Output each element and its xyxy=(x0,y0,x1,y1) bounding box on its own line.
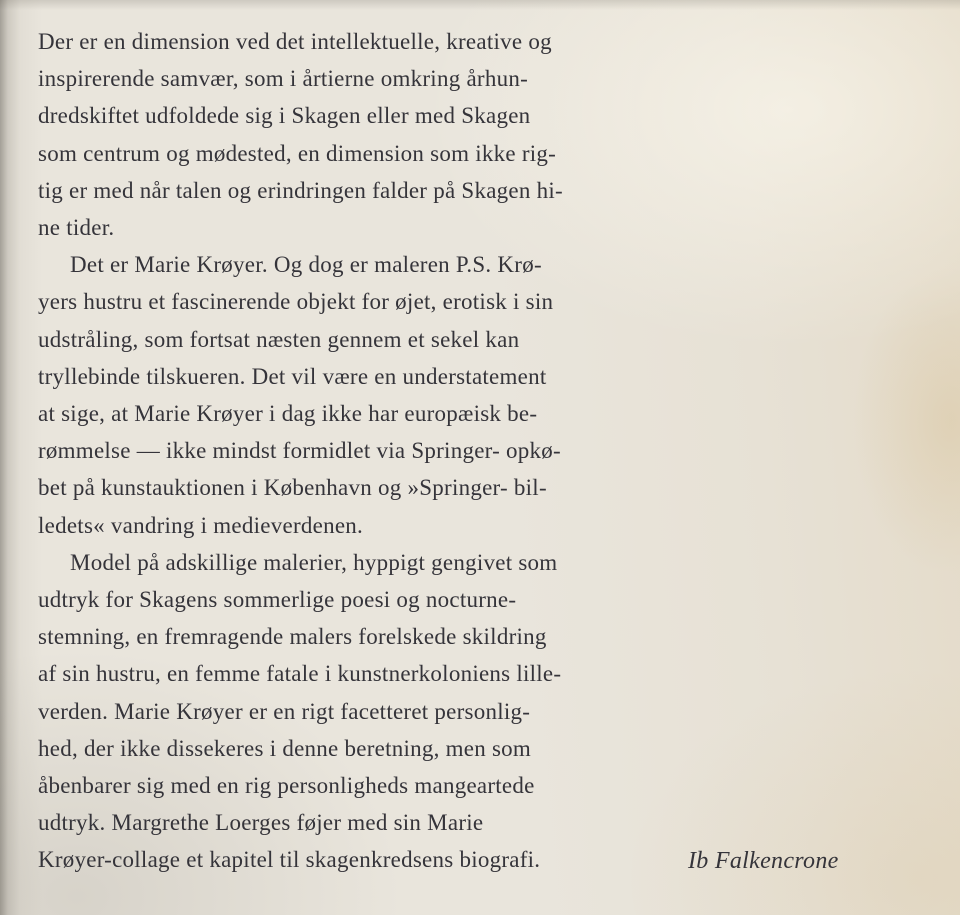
text-line: yers hustru et fascinerende objekt for øjet, erotisk i sin xyxy=(38,289,554,315)
text-line: udtryk. Margrethe Loerges føjer med sin Marie xyxy=(38,810,484,836)
text-line: verden. Marie Krøyer er en rigt facetteret personlig- xyxy=(38,698,531,724)
paragraph-3 xyxy=(38,544,670,879)
text-line: dredskiftet udfoldede sig i Skagen eller med Skagen xyxy=(38,103,531,129)
author-signature: Ib Falkencrone xyxy=(688,848,839,874)
text-line: at sige, at Marie Krøyer i dag ikke har europæisk be- xyxy=(38,401,538,427)
text-line: inspirerende samvær, som i årtierne omkring århun- xyxy=(38,66,528,92)
text-line: åbenbarer sig med en rig personligheds mangeartede xyxy=(38,773,535,799)
text-line: Krøyer-collage et kapitel til skagenkredsens biografi. xyxy=(38,847,541,873)
text-line: Model på adskillige malerier, hyppigt gengivet som xyxy=(70,549,558,575)
text-line: udstråling, som fortsat næsten gennem et sekel kan xyxy=(38,326,520,352)
text-line: hed, der ikke dissekeres i denne beretning, men som xyxy=(38,735,532,761)
text-line: tig er med når talen og erindringen falder på Skagen hi- xyxy=(38,177,563,203)
text-line: som centrum og mødested, en dimension som ikke rig- xyxy=(38,140,557,166)
text-line: Der er en dimension ved det intellektuelle, kreative og xyxy=(38,29,552,54)
text-block xyxy=(38,23,670,879)
text-line: ledets« vandring i medieverdenen. xyxy=(38,512,364,538)
text-line: Det er Marie Krøyer. Og dog er maleren P.S. Krø- xyxy=(70,252,542,278)
text-line: stemning, en fremragende malers forelskede skildring xyxy=(38,624,547,650)
text-line: ne tider. xyxy=(38,215,115,241)
paragraph-2 xyxy=(38,246,670,544)
paragraph-1 xyxy=(38,23,670,246)
text-line: rømmelse — ikke mindst formidlet via Springer- opkø- xyxy=(38,438,561,464)
text-line: tryllebinde tilskueren. Det vil være en understatement xyxy=(38,363,547,389)
text-line: af sin hustru, en femme fatale i kunstnerkoloniens lille- xyxy=(38,661,562,687)
text-line: bet på kunstauktionen i København og »Springer- bil- xyxy=(38,475,547,501)
text-line: udtryk for Skagens sommerlige poesi og nocturne- xyxy=(38,587,517,613)
